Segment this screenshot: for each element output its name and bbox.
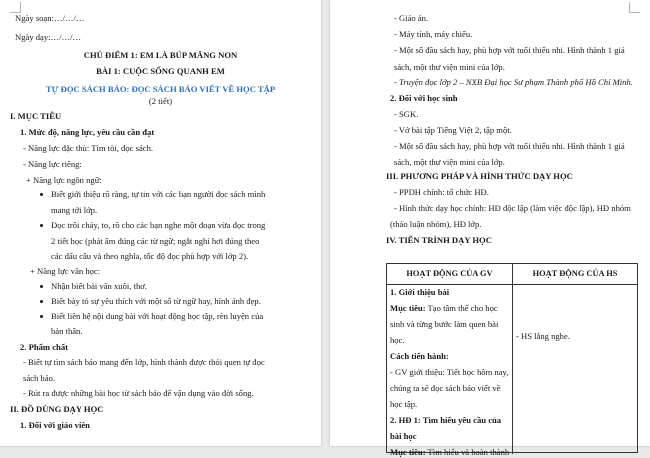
section-1-sub2: 2. Phẩm chất (20, 342, 68, 352)
intro-heading: 1. Giới thiệu bài (390, 287, 450, 297)
student-item: - SGK. (394, 109, 419, 119)
list-item-line: Biết liên hệ nội dung bài với hoạt động học tập, rèn luyện của (51, 311, 264, 321)
method-text-line: - GV giới thiệu: Tiết học hôm nay, (390, 367, 509, 377)
hs-activity: - HS lắng nghe. (516, 331, 570, 341)
date-prepared: Ngày soạn:…/…/… (15, 13, 85, 23)
list-item-line: mang tới lớp. (51, 205, 98, 215)
bullet-icon (40, 285, 43, 288)
goal-text: Tạo tâm thế cho học (425, 303, 498, 313)
section-1-sub1: 1. Mức độ, năng lực, yêu cầu cần đạt (20, 127, 155, 137)
list-item-line: bản thân. (51, 326, 83, 336)
list-item-line: Biết giới thiệu rõ ràng, tự tin với các bạn người đọc sách mình (51, 189, 266, 199)
list-item-line: 2 tiết học (phát âm đúng các từ ngữ; ngắt nghỉ hơi đúng theo (51, 236, 260, 246)
document-page-left (0, 0, 321, 446)
quality-line: sách báo. (23, 373, 55, 383)
list-item-line: Đọc trôi chảy, to, rõ cho các bạn nghe một đoạn vừa đọc trong (51, 220, 266, 230)
quality-line: - Rút ra được những bài học từ sách báo để vận dụng vào đời sống. (23, 388, 254, 398)
hd1-heading-line: bài học (390, 431, 417, 441)
quality-line: - Biết tự tìm sách báo mang đến lớp, hình thành được thói quen tự đọc (23, 357, 265, 367)
method-label: Cách tiến hành: (390, 351, 449, 361)
language-competence-heading: + Năng lực ngôn ngữ: (26, 175, 102, 185)
reading-title: TỰ ĐỌC SÁCH BÁO: ĐỌC SÁCH BÁO VIẾT VỀ HỌC TẬP (45, 84, 276, 94)
section-2-sub1: 1. Đối với giáo viên (20, 420, 90, 430)
goal2-text: Tìm hiểu và hoàn thành (425, 447, 510, 457)
teacher-item: sách, một thư viện mini của lớp. (394, 62, 505, 72)
method-text-line: chúng ta sẽ đọc sách báo viết về (390, 383, 501, 393)
bullet-icon (40, 300, 43, 303)
goal-label: Mục tiêu: (390, 303, 426, 313)
date-taught: Ngày dạy:…/…/… (15, 32, 82, 42)
list-item-line: Nhận biết bài văn xuôi, thơ. (51, 281, 147, 291)
crop-mark (10, 2, 21, 13)
literary-competence-heading: + Năng lực văn học: (30, 266, 101, 276)
table-header-hs: HOẠT ĐỘNG CỦA HS (532, 269, 618, 278)
bullet-icon (40, 224, 43, 227)
student-item: sách, một thư viện mini của lớp. (394, 157, 505, 167)
teacher-reference: - Truyện đọc lớp 2 – NXB Đại học Sư phạm Thành phố Hồ Chí Minh. (394, 77, 633, 87)
method-line: - Hình thức dạy học chính: HĐ độc lập (làm việc độc lập), HĐ nhóm (394, 203, 631, 213)
goal-text-line: học. (390, 335, 405, 345)
bullet-icon (40, 315, 43, 318)
section-1-heading: I. MỤC TIÊU (10, 111, 62, 121)
method-line: - PPDH chính: tổ chức HĐ. (394, 187, 489, 197)
goal-line (390, 303, 498, 314)
student-item: - Vở bài tập Tiếng Việt 2, tập một. (394, 125, 512, 135)
goal2-label: Mục tiêu: (390, 447, 426, 457)
list-item-line: Biết bày tỏ sự yêu thích với một số từ ngữ hay, hình ảnh đẹp. (51, 296, 261, 306)
section-2-heading: II. ĐỒ DÙNG DẠY HỌC (10, 404, 104, 414)
list-item-line: các dấu câu và theo nghĩa, tốc độ đọc phù hợp với lớp 2). (51, 251, 249, 261)
student-item: - Một số đầu sách hay, phù hợp với tuổi thiếu nhi. Hình thành 1 giá (394, 141, 625, 151)
theme-title: CHỦ ĐIỂM 1: EM LÀ BÚP MĂNG NON (83, 50, 238, 60)
teacher-item: - Máy tính, máy chiếu. (394, 29, 473, 39)
teacher-item: - Một số đầu sách hay, phù hợp với tuổi thiếu nhi. Hình thành 1 giá (394, 45, 625, 55)
table-header-gv: HOẠT ĐỘNG CỦA GV (406, 269, 493, 278)
crop-mark (629, 2, 640, 13)
goal-text-line: sinh và từng bước làm quen bài (390, 319, 499, 329)
goal2-line (390, 447, 509, 458)
table-column-divider (512, 264, 513, 454)
student-heading: 2. Đối với học sinh (390, 93, 458, 103)
own-competence: - Năng lực riêng: (23, 159, 82, 169)
section-3-heading: III. PHƯƠNG PHÁP VÀ HÌNH THỨC DẠY HỌC (386, 171, 573, 181)
hd1-heading-line: 2. HĐ 1: Tìm hiểu yêu cầu của (390, 415, 502, 425)
specific-competence: - Năng lực đặc thù: Tìm tòi, đọc sách. (23, 143, 154, 153)
method-line: (thảo luận nhóm), HĐ lớp. (390, 219, 482, 229)
method-text-line: học tập. (390, 399, 418, 409)
section-4-heading: IV. TIẾN TRÌNH DẠY HỌC (386, 235, 492, 245)
lesson-title: BÀI 1: CUỘC SỐNG QUANH EM (96, 66, 225, 76)
teacher-item: - Giáo án. (394, 13, 429, 23)
bullet-icon (40, 193, 43, 196)
duration: (2 tiết) (148, 96, 173, 106)
